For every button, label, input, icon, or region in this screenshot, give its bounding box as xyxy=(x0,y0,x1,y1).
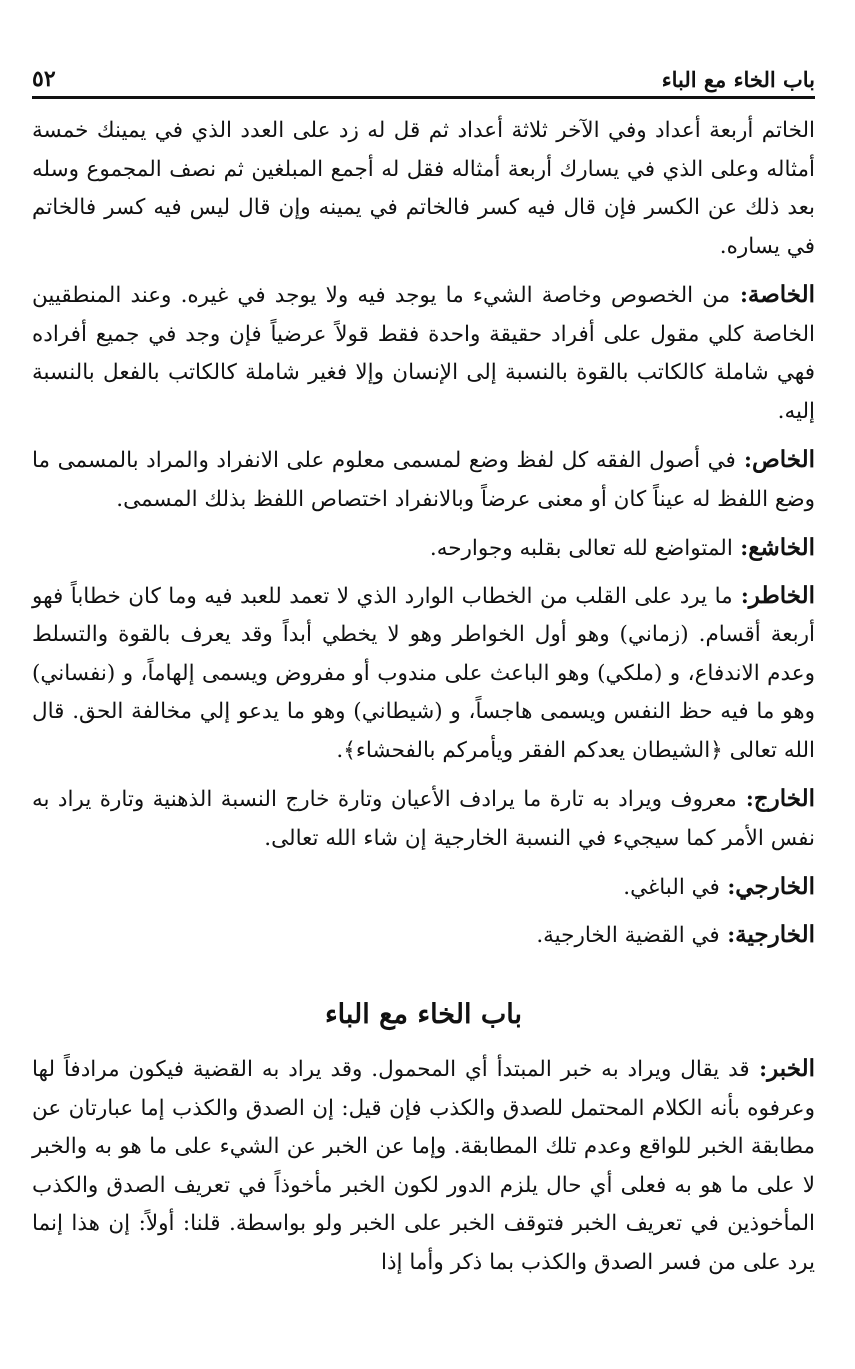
entry-alkhabar: الخبر: قد يقال ويراد به خبر المبتدأ أي المحمول. وقد يراد به القضية فيكون مرادفاً لها وعرفوه بأنه الكلام المحتمل للصدق والكذب فإن قيل: إن الصدق والكذب إما عبارتان عن مطابقة الخبر للواقع وعدم تلك المطابقة. وإما عن الخبر عن الشيء على ما هو به والخبر لا على ما هو به فعلى أي حال يلزم الدور لكون الخبر مأخوذاً في تعريف الصدق والكذب المأخوذين في تعريف الخبر فتوقف الخبر على الخبر ولو بواسطة. قلنا: أولاً: إن هذا إنما يرد على من فسر الصدق والكذب بما ذكر وأما إذا xyxy=(32,1055,815,1275)
entry-text: المتواضع لله تعالى بقلبه وجوارحه. xyxy=(429,536,733,561)
running-header xyxy=(32,52,815,99)
entry-text: في القضية الخارجية. xyxy=(536,922,720,948)
entry-continuation xyxy=(32,112,815,266)
entry-term: الخبر xyxy=(767,1055,815,1082)
entry-text: ما يرد على القلب من الخطاب الوارد الذي لا تعمد للعبد فيه وما كان خطاباً فهو أربعة أقسام. (زماني) وهو أول الخواطر وهو لا يخطي أبداً وقد يعرف بالقوة والتسلط وعدم الاندفاع، و (ملكي) وهو الباعث على مندوب أو مفروض ويسمى إلهاماً، و (نفساني) وهو ما فيه حظ النفس ويسمى هاجساً، و (شيطاني) وهو ما يدعو إلي مخالفة الحق. قال الله تعالى ﴿الشيطان يعدكم الفقر ويأمركم بالفحشاء﴾. xyxy=(32,583,815,763)
entry-text: في أصول الفقه كل لفظ وضع لمسمى معلوم على الانفراد والمراد بالمسمى ما وضع اللفظ له عيناً كان أو معنى عرضاً وبالانفراد اختصاص اللفظ بذلك المسمى. xyxy=(32,448,815,512)
entry-term: الخاص xyxy=(751,446,815,473)
page-number: ٥٢ xyxy=(32,66,56,92)
entry-text: قد يقال ويراد به خبر المبتدأ أي المحمول. وقد يراد به القضية فيكون مرادفاً لها وعرفوه بأنه الكلام المحتمل للصدق والكذب فإن قيل: إن الصدق والكذب إما عبارتان عن مطابقة الخبر للواقع وعدم تلك المطابقة. وإما عن الخبر عن الشيء على ما هو به والخبر لا على ما هو به فعلى أي حال يلزم الدور لكون الخبر مأخوذاً في تعريف الصدق والكذب المأخوذين في تعريف الخبر فتوقف الخبر على الخبر ولو بواسطة. قلنا: أولاً: إن هذا إنما يرد على من فسر الصدق والكذب بما ذكر وأما إذا xyxy=(32,1057,815,1275)
entry-alkhass: الخاص: في أصول الفقه كل لفظ وضع لمسمى معلوم على الانفراد والمراد بالمسمى ما وضع اللفظ له عيناً كان أو معنى عرضاً وبالانفراد اختصاص اللفظ بذلك المسمى. xyxy=(32,446,815,512)
book-page xyxy=(32,0,815,1369)
entry-alkhashi: الخاشع: المتواضع لله تعالى بقلبه وجوارحه. xyxy=(429,534,815,561)
entry-term: الخارجية xyxy=(735,920,815,948)
entry-text: الخاتم أربعة أعداد وفي الآخر ثلاثة أعداد ثم قل له زد على العدد الذي في يمينك خمسة أمثاله وعلى الذي في يسارك أربعة أمثاله فقل له أجمع المبلغين ثم نصف المجموع وسله بعد ذلك عن الكسر فإن قال فيه كسر فالخاتم في يمينه وإن قال ليس فيه كسر فالخاتم في يساره. xyxy=(32,118,815,259)
page-content xyxy=(32,112,815,1292)
entry-alkharijiya: الخارجية: في القضية الخارجية. xyxy=(536,920,815,948)
entry-term: الخاشع xyxy=(748,534,815,561)
entry-text: معروف ويراد به تارة ما يرادف الأعيان وتارة خارج النسبة الذهنية وتارة يراد به نفس الأمر كما سيجيء في النسبة الخارجية إن شاء الله تعالى. xyxy=(32,787,815,851)
entry-term: الخارج xyxy=(753,785,816,812)
entry-alkhatir: الخاطر: ما يرد على القلب من الخطاب الوارد الذي لا تعمد للعبد فيه وما كان خطاباً فهو أربعة أقسام. (زماني) وهو أول الخواطر وهو لا يخطي أبداً وقد يعرف بالقوة والتسلط وعدم الاندفاع، و (ملكي) وهو الباعث على مندوب أو مفروض ويسمى إلهاماً، و (نفساني) وهو ما فيه حظ النفس ويسمى هاجساً، و (شيطاني) وهو ما يدعو إلي مخالفة الحق. قال الله تعالى ﴿الشيطان يعدكم الفقر ويأمركم بالفحشاء﴾. xyxy=(32,581,816,763)
entry-alkharij: الخارج: معروف ويراد به تارة ما يرادف الأعيان وتارة خارج النسبة الذهنية وتارة يراد به نفس الأمر كما سيجيء في النسبة الخارجية إن شاء الله تعالى. xyxy=(32,785,816,851)
entry-term: الخاطر xyxy=(748,581,816,609)
section-heading: باب الخاء مع الباء xyxy=(324,999,523,1030)
entry-term: الخارجي xyxy=(735,873,815,900)
running-title: باب الخاء مع الباء xyxy=(661,67,815,92)
entry-alkhassa: الخاصة: من الخصوص وخاصة الشيء ما يوجد فيه ولا يوجد في غيره. وعند المنطقيين الخاصة كلي مقول على أفراد حقيقة واحدة فقط قولاً عرضياً فإن وجد في جميع أفراده فهي شاملة كالكاتب بالقوة بالنسبة إلى الإنسان وإلا فغير شاملة كالكاتب بالفعل بالنسبة إليه. xyxy=(32,281,816,424)
entry-text: في الباغي. xyxy=(623,875,720,900)
entry-alkhariji: الخارجي: في الباغي. xyxy=(623,873,815,900)
entry-text: من الخصوص وخاصة الشيء ما يوجد فيه ولا يوجد في غيره. وعند المنطقيين الخاصة كلي مقول على أفراد حقيقة واحدة فقط قولاً عرضياً فإن وجد في جميع أفراده فهي شاملة كالكاتب بالقوة بالنسبة إلى الإنسان وإلا فغير شاملة كالكاتب بالفعل بالنسبة إليه. xyxy=(32,283,815,424)
entry-term: الخاصة xyxy=(747,281,816,308)
